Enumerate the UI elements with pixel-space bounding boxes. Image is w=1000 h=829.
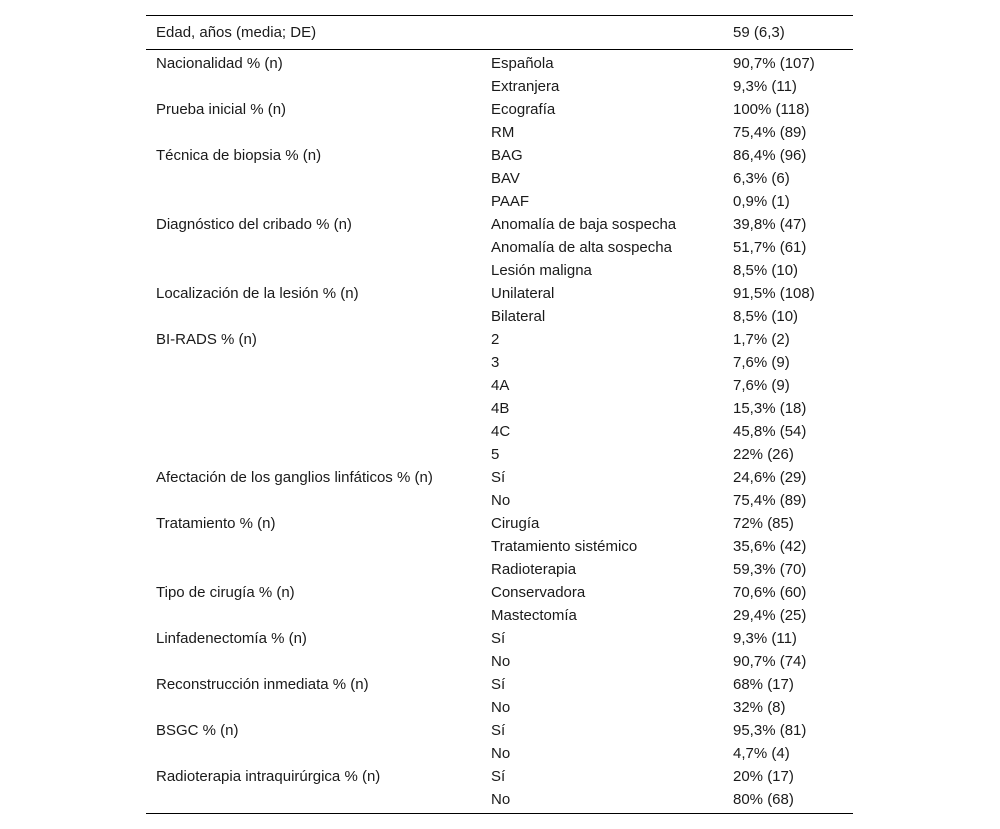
row-category: BAV: [491, 170, 520, 187]
table-row: [146, 558, 853, 581]
row-category: No: [491, 745, 511, 762]
table-row: [146, 282, 853, 305]
row-label: Radioterapia intraquirúrgica % (n): [156, 768, 381, 785]
row-label: [146, 650, 491, 673]
row-value: 91,5% (108): [733, 285, 815, 302]
row-value: 72% (85): [733, 515, 794, 532]
row-value: 39,8% (47): [733, 216, 807, 233]
row-category: 4B: [491, 400, 510, 417]
row-category: Ecografía: [491, 101, 556, 118]
table-row: [146, 512, 853, 535]
row-category: BAG: [491, 147, 523, 164]
row-category: Anomalía de alta sospecha: [491, 239, 672, 256]
row-category: RM: [491, 124, 515, 141]
row-value: 51,7% (61): [733, 239, 807, 256]
row-label: Reconstrucción inmediata % (n): [156, 676, 369, 693]
row-value: 1,7% (2): [733, 331, 790, 348]
table-row: [146, 443, 853, 466]
row-label: [146, 489, 491, 512]
table-row: [146, 673, 853, 696]
table-row: [146, 351, 853, 374]
table-row: [146, 719, 853, 742]
row-value: 9,3% (11): [733, 630, 797, 647]
row-label: [146, 190, 491, 213]
row-value: 68% (17): [733, 676, 794, 693]
row-category: No: [491, 653, 511, 670]
row-value: 9,3% (11): [733, 78, 797, 95]
table-row: [146, 50, 853, 76]
row-value: 75,4% (89): [733, 124, 807, 141]
row-category: No: [491, 699, 511, 716]
row-label: [146, 374, 491, 397]
table-row: [146, 167, 853, 190]
table-row: [146, 765, 853, 788]
table-row: [146, 742, 853, 765]
row-value: 100% (118): [733, 101, 810, 118]
row-category: Española: [491, 55, 554, 72]
row-label: Diagnóstico del cribado % (n): [156, 216, 352, 233]
table-row: [146, 328, 853, 351]
row-category: Sí: [491, 676, 506, 693]
table-row: [146, 788, 853, 814]
row-category: 4A: [491, 377, 510, 394]
row-value: 20% (17): [733, 768, 794, 785]
row-category: Conservadora: [491, 584, 586, 601]
row-label: Afectación de los ganglios linfáticos % (n): [156, 469, 433, 486]
row-label: Prueba inicial % (n): [156, 101, 287, 118]
row-value: 15,3% (18): [733, 400, 807, 417]
row-category: Anomalía de baja sospecha: [491, 216, 677, 233]
row-category: Lesión maligna: [491, 262, 592, 279]
table-row: [146, 121, 853, 144]
table-row: [146, 75, 853, 98]
row-label: Localización de la lesión % (n): [156, 285, 359, 302]
row-value: 75,4% (89): [733, 492, 807, 509]
table-row: [146, 696, 853, 719]
table-row: [146, 604, 853, 627]
row-label: [146, 443, 491, 466]
table-row: [146, 466, 853, 489]
row-category: Extranjera: [491, 78, 560, 95]
table-body: [146, 50, 853, 814]
row-value: 22% (26): [733, 446, 794, 463]
row-value: 4,7% (4): [733, 745, 790, 762]
row-value: 8,5% (10): [733, 262, 799, 279]
row-category: 3: [491, 354, 500, 371]
characteristics-table-container: [146, 15, 853, 814]
row-category: 5: [491, 446, 500, 463]
table-row: [146, 305, 853, 328]
header-value: 59 (6,3): [733, 24, 785, 41]
row-label: Nacionalidad % (n): [156, 55, 283, 72]
row-label: BI-RADS % (n): [156, 331, 257, 348]
row-value: 90,7% (74): [733, 653, 807, 670]
row-category: 2: [491, 331, 500, 348]
row-label: [146, 121, 491, 144]
row-label: [146, 236, 491, 259]
table-row: [146, 420, 853, 443]
table-row: [146, 144, 853, 167]
row-category: Unilateral: [491, 285, 555, 302]
row-value: 59,3% (70): [733, 561, 807, 578]
row-label: [146, 604, 491, 627]
row-value: 7,6% (9): [733, 377, 790, 394]
table-row: [146, 236, 853, 259]
row-label: [146, 351, 491, 374]
row-category: Cirugía: [491, 515, 540, 532]
row-label: [146, 397, 491, 420]
row-value: 8,5% (10): [733, 308, 799, 325]
row-label: Técnica de biopsia % (n): [156, 147, 322, 164]
header-sub: [491, 16, 733, 50]
row-category: Sí: [491, 469, 506, 486]
table-row: [146, 397, 853, 420]
row-label: [146, 420, 491, 443]
header-row: [146, 16, 853, 50]
table-row: [146, 581, 853, 604]
row-value: 0,9% (1): [733, 193, 790, 210]
row-category: Mastectomía: [491, 607, 577, 624]
row-label: [146, 535, 491, 558]
row-label: [146, 259, 491, 282]
row-category: PAAF: [491, 193, 530, 210]
row-category: 4C: [491, 423, 511, 440]
characteristics-table: [146, 15, 853, 814]
table-header: [146, 16, 853, 50]
row-value: 95,3% (81): [733, 722, 807, 739]
row-category: Tratamiento sistémico: [491, 538, 638, 555]
row-label: Tipo de cirugía % (n): [156, 584, 295, 601]
table-row: [146, 650, 853, 673]
row-value: 32% (8): [733, 699, 786, 716]
table-row: [146, 489, 853, 512]
row-value: 29,4% (25): [733, 607, 807, 624]
table-row: [146, 213, 853, 236]
row-label: [146, 75, 491, 98]
row-label: [146, 167, 491, 190]
row-value: 24,6% (29): [733, 469, 807, 486]
row-label: [146, 558, 491, 581]
table-row: [146, 627, 853, 650]
row-value: 86,4% (96): [733, 147, 807, 164]
header-label: Edad, años (media; DE): [156, 24, 317, 41]
row-label: [146, 742, 491, 765]
row-category: Sí: [491, 630, 506, 647]
row-label: [146, 696, 491, 719]
row-value: 70,6% (60): [733, 584, 807, 601]
table-row: [146, 374, 853, 397]
row-label: Tratamiento % (n): [156, 515, 276, 532]
row-value: 90,7% (107): [733, 55, 815, 72]
row-label: [146, 305, 491, 328]
table-row: [146, 190, 853, 213]
row-value: 45,8% (54): [733, 423, 807, 440]
row-label: [146, 788, 491, 814]
row-value: 7,6% (9): [733, 354, 790, 371]
row-category: Radioterapia: [491, 561, 577, 578]
row-category: No: [491, 492, 511, 509]
table-row: [146, 98, 853, 121]
row-category: Sí: [491, 768, 506, 785]
row-value: 35,6% (42): [733, 538, 807, 555]
row-category: No: [491, 791, 511, 808]
row-category: Bilateral: [491, 308, 546, 325]
table-row: [146, 259, 853, 282]
table-row: [146, 535, 853, 558]
row-value: 6,3% (6): [733, 170, 790, 187]
row-value: 80% (68): [733, 791, 794, 808]
row-label: Linfadenectomía % (n): [156, 630, 307, 647]
row-category: Sí: [491, 722, 506, 739]
row-label: BSGC % (n): [156, 722, 239, 739]
